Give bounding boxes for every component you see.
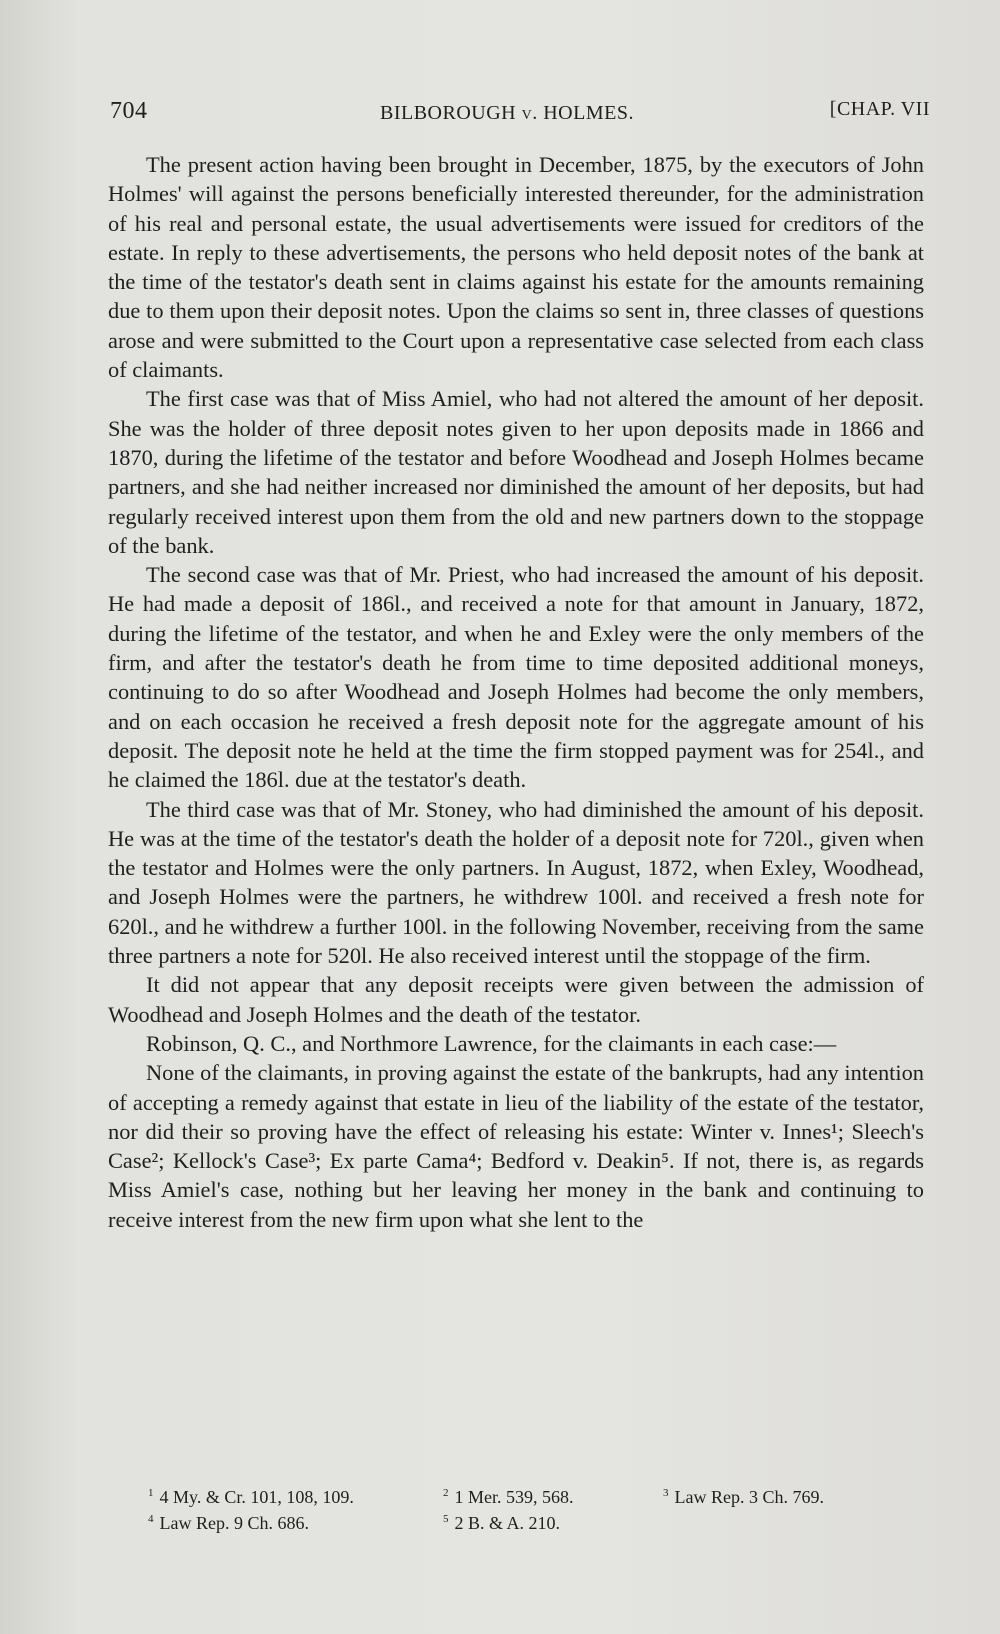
footnote-3: $^3$ Law Rep. 3 Ch. 769. <box>663 1487 824 1507</box>
body-text <box>108 150 924 1234</box>
footnote-1: $^1$ 4 My. & Cr. 101, 108, 109. <box>148 1487 354 1507</box>
paragraph-2: The first case was that of Miss Amiel, who had not altered the amount of her deposit. She was the holder of three deposit notes given to her upon deposits made in 1866 and 1870, during the lifetime of the testator and before Woodhead and Joseph Holmes became partners, and she had neither increased nor diminished the amount of her deposits, but had regularly received interest upon them from the old and new partners down to the stoppage of the bank. <box>108 386 924 558</box>
paragraph-5: It did not appear that any deposit receipts were given between the admission of Woodhead and Joseph Holmes and the death of the testator. <box>108 972 924 1027</box>
paragraph-3: The second case was that of Mr. Priest, who had increased the amount of his deposit. He had made a deposit of 186l., and received a note for that amount in January, 1872, during the lifetime of the testator, and when he and Exley were the only members of the firm, and after the testator's death he from time to time deposited additional moneys, continuing to do so after Woodhead and Joseph Holmes had become the only members, and on each occasion he received a fresh deposit note for the aggregate amount of his deposit. The deposit note he held at the time the firm stopped payment was for 254l., and he claimed the 186l. due at the testator's death. <box>108 562 924 793</box>
footnote-2: $^2$ 1 Mer. 539, 568. <box>443 1487 574 1507</box>
footnote-4: $^4$ Law Rep. 9 Ch. 686. <box>148 1513 309 1533</box>
running-title: BILBOROUGH v. HOLMES. <box>380 102 634 124</box>
paragraph-1: The present action having been brought in December, 1875, by the executors of John Holmes' will against the persons beneficially interested thereunder, for the administration of his real and personal estate, the usual advertisements were issued for creditors of the estate. In reply to these advertisements, the persons who held deposit notes of the bank at the time of the testator's death sent in claims against his estate for the amounts remaining due to them upon their deposit notes. Upon the claims so sent in, three classes of questions arose and were submitted to the Court upon a representative case selected from each class of claimants. <box>108 152 924 383</box>
footnotes <box>108 1480 924 1532</box>
chapter-label: [CHAP. VII <box>829 98 930 120</box>
page-header <box>110 98 930 132</box>
paragraph-6: Robinson, Q. C., and Northmore Lawrence, for the claimants in each case:— <box>146 1030 837 1056</box>
paragraph-4: The third case was that of Mr. Stoney, who had diminished the amount of his deposit. He was at the time of the testator's death the holder of a deposit note for 720l., given when the testator and Holmes were the only partners. In August, 1872, when Exley, Woodhead, and Joseph Holmes were the partners, he withdrew 100l. and received a fresh note for 620l., and he withdrew a further 100l. in the following November, receiving from the same three partners a note for 520l. He also received interest until the stoppage of the firm. <box>108 796 924 969</box>
page-number: 704 <box>110 98 148 124</box>
footnote-5: $^5$ 2 B. & A. 210. <box>443 1513 561 1533</box>
paragraph-7: None of the claimants, in proving against the estate of the bankrupts, had any intention of accepting a remedy against that estate in lieu of the liability of the estate of the testator, nor did their so proving have the effect of releasing his estate: Winter v. Innes¹; Sleech's Case²; Kellock's Case³; Ex parte Cama⁴; Bedford v. Deakin⁵. If not, there is, as regards Miss Amiel's case, nothing but her leaving her money in the bank and continuing to receive interest from the new firm upon what she lent to the <box>108 1060 924 1232</box>
